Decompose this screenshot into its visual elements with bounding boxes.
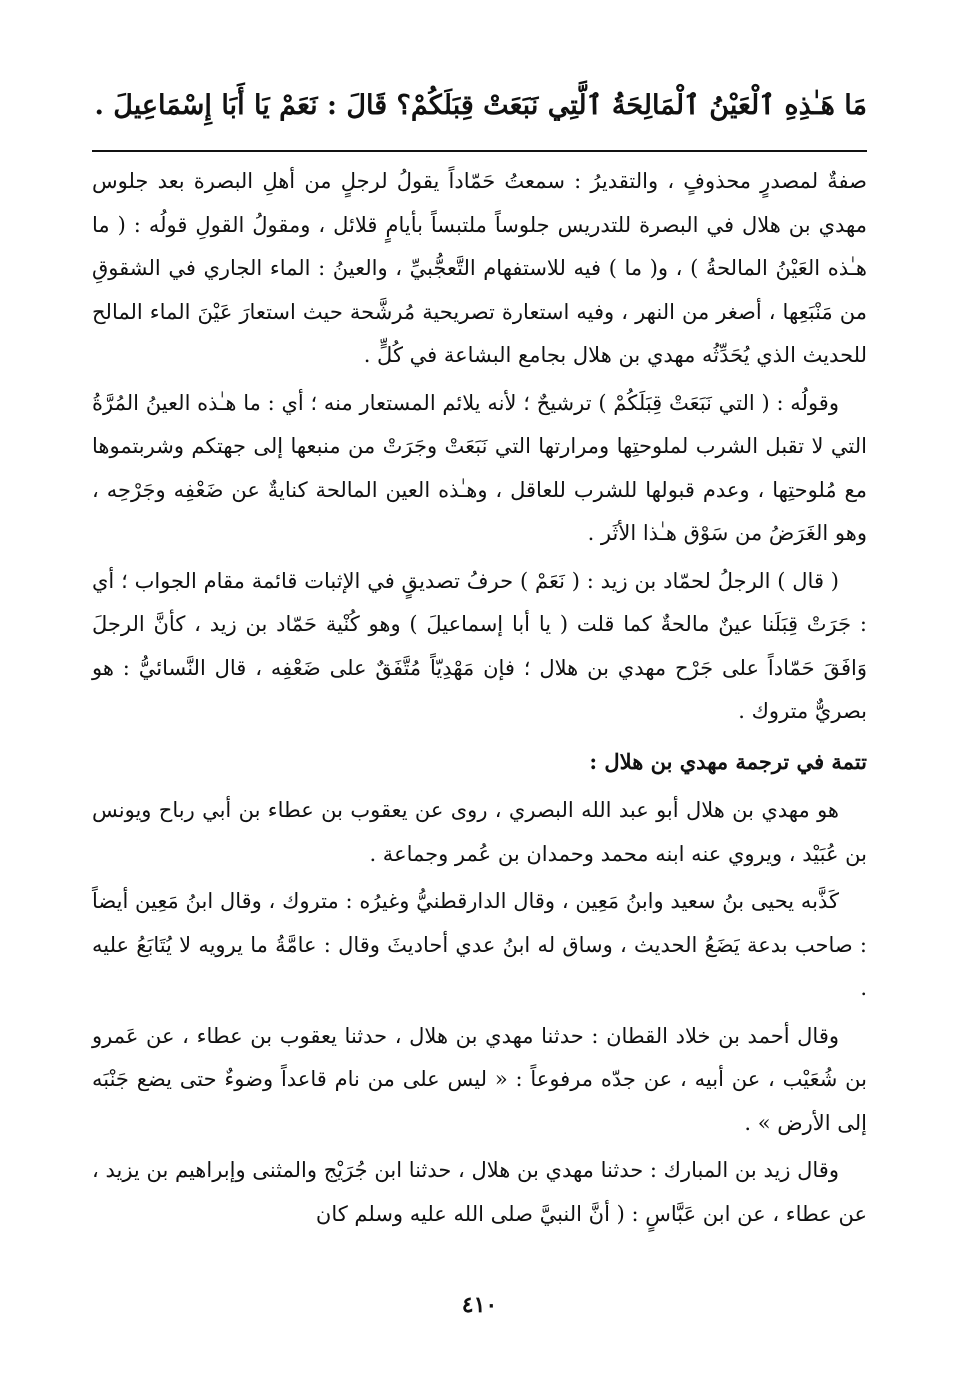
page-number: ٤١٠ [461,1292,498,1318]
commentary-paragraph-1: صفةٌ لمصدرٍ محذوفٍ ، والتقديرُ : سمعتُ حَمّاداً يقولُ لرجلٍ من أهلِ البصرة بعد جلوس مهدي بن هلال في البصرة للتدريس جلوساً ملتبساً بأيامٍ قلائل ، ومقولُ القولِ قولُه : ( ما هـٰذه العَيْنُ المالحةُ ) ، و( ما ) فيه للاستفهام التَّعجُّبيِّ ، والعينُ : الماء الجاري في الشقوقِ من مَنْبَعِها ، أصغر من النهر ، وفيه استعارة تصريحية مُرشَّحة حيث استعارَ عَيْنَ الماء المالح للحديث الذي يُحَدِّثُه مهدي بن هلال بجامع البشاعة في كُلٍّ . [92,169,867,367]
commentary-paragraph-3: ( قال ) الرجلُ لحمّاد بن زيد : ( نَعَمْ ) حرفُ تصديقٍ في الإثبات قائمة مقام الجواب ؛ أي : جَرَتْ قِبَلَنا عينٌ مالحةٌ كما قلت ( يا أبا إسماعيلَ ) وهو كُنْية حَمّاد بن زيد ، كأنَّ الرجلَ وَافَقَ حَمّاداً على جَرْح مهدي بن هلال ؛ فإن مَهْدِيّاً مُتَّفَقٌ على ضَعْفِه ، قال النَّسائيُّ : هو بصريٌّ متروك . [92,568,867,723]
biography-paragraph-1: هو مهدي بن هلال أبو عبد الله البصري ، روى عن يعقوب بن عطاء بن أبي رباح ويونس بن عُبَيْد ، ويروي عنه ابنه محمد وحمدان بن عُمر وجماعة . [92,798,867,866]
biography-paragraph-3: وقال أحمد بن خلاد القطان : حدثنا مهدي بن هلال ، حدثنا يعقوب بن عطاء ، عن عَمرو بن شُعَيْب ، عن أبيه ، عن جدّه مرفوعاً : « ليس على من نام قاعداً وضوءٌ حتى يضع جَنْبَه إلى الأرض » . [92,1023,867,1135]
commentary-body [92,160,867,1240]
biography-paragraph-2: كَذَّبه يحيى بنُ سعيد وابنُ مَعِين ، وقال الدارقطنيُّ وغيرُه : متروك ، وقال ابنُ مَعِين أيضاً : صاحب بدعة يَضَعُ الحديث ، وساق له ابنُ عدي أحاديثَ وقال : عامَّةُ ما يرويه لا يُتَابَعُ عليه . [92,889,867,1000]
commentary-paragraph-2: وقولُه : ( التي نَبَعَتْ قِبَلَكُمْ ) ترشيحٌ ؛ لأنه يلائم المستعار منه ؛ أي : ما هـٰذه العينُ المُرَّةُ التي لا تقبل الشرب لملوحتِها ومرارتها التي نَبَعَتْ وجَرَتْ من منبعها إلى جهتكم وشربتموها مع مُلوحتِها ، وعدم قبولها للشرب للعاقل ، وهـٰذه العين المالحة كنايةٌ عن ضَعْفِه وجَرْحِه ، وهو الغَرَضُ من سَوْق هـٰذا الأثَر . [92,390,867,545]
section-heading: تتمة في ترجمة مهدي بن هلال : [589,748,867,774]
separator-rule [92,150,867,152]
biography-paragraph-4: وقال زيد بن المبارك : حدثنا مهدي بن هلال ، حدثنا ابن جُرَيْج والمثنى وإبراهيم بن يزيد ، عن عطاء ، عن ابن عَبَّاسٍ : ( أنَّ النبيَّ صلى الله عليه وسلم كان [92,1158,867,1226]
hadith-text: مَا هَـٰذِهِ ٱلْعَيْنُ ٱلْمَالِحَةُ ٱلَّتِي نَبَعَتْ قِبَلَكُمْ؟ قَالَ : نَعَمْ يَا أَبَا إِسْمَاعِيلَ . [94,90,867,121]
